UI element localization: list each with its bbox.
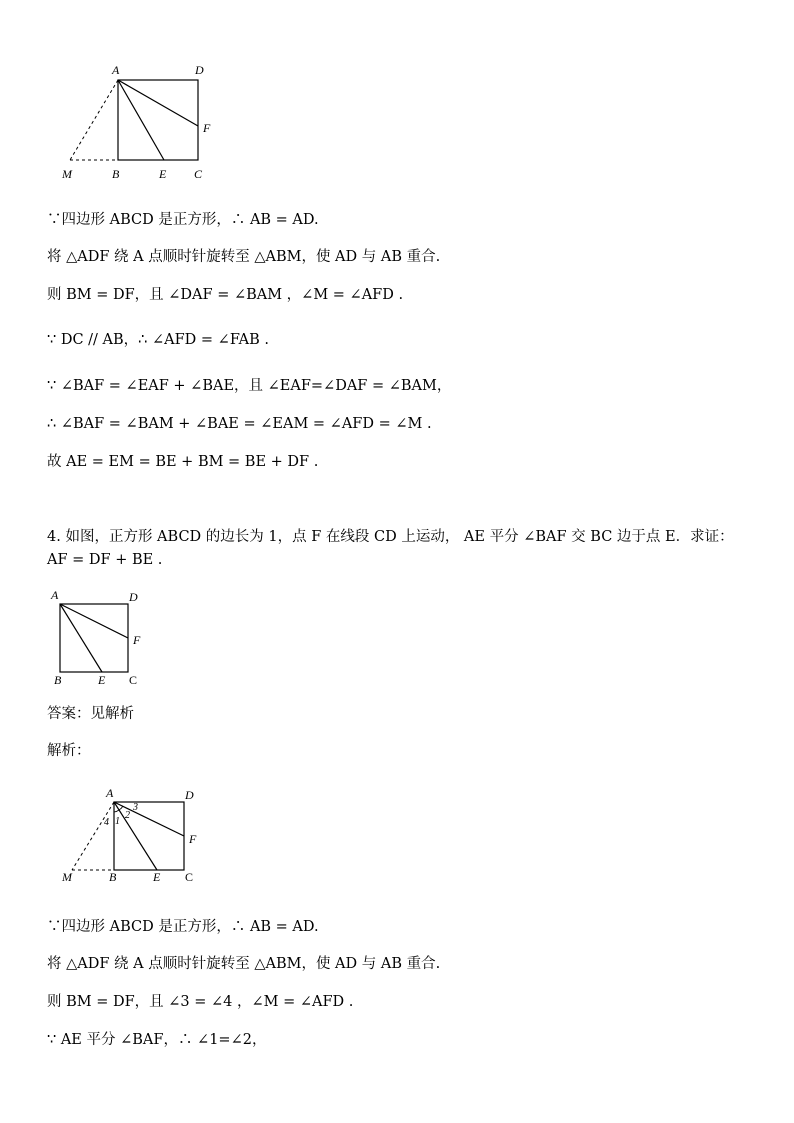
label-d-3: D (185, 788, 194, 802)
problem4-claim: AF = DF + BE . (47, 552, 163, 568)
label-f-3: F (189, 832, 197, 846)
label-b-2: B (54, 673, 62, 687)
label-f: F (203, 121, 211, 135)
proof1-line-6: ∴ ∠BAF = ∠BAM + ∠BAE = ∠EAM = ∠AFD = ∠M . (47, 416, 432, 432)
angle-label-4: 4 (104, 817, 109, 828)
proof2-line-3: 则 BM = DF，且 ∠3 = ∠4 ，∠M = ∠AFD . (47, 994, 354, 1010)
label-b: B (112, 167, 120, 181)
angle-arc-1 (114, 810, 119, 812)
proof2-line-2: 将 △ADF 绕 A 点顺时针旋转至 △ABM，使 AD 与 AB 重合. (47, 956, 441, 972)
problem4-statement: 4. 如图，正方形 ABCD 的边长为 1，点 F 在线段 CD 上运动， AE 平分 ∠BAF 交 BC 边于点 E．求证： (47, 529, 734, 545)
label-e: E (159, 167, 167, 181)
label-b-3: B (109, 870, 117, 884)
label-m: M (62, 167, 72, 181)
proof2-line-4: ∵ AE 平分 ∠BAF，∴ ∠1=∠2， (47, 1032, 267, 1048)
label-c: C (194, 167, 203, 181)
angle-label-2: 2 (125, 810, 130, 821)
proof2-line-1: ∵四边形 ABCD 是正方形，∴ AB = AD. (47, 919, 319, 935)
proof1-line-4: ∵ DC // AB，∴ ∠AFD = ∠FAB . (47, 332, 269, 348)
proof1-line-5: ∵ ∠BAF = ∠EAF + ∠BAE，且 ∠EAF=∠DAF = ∠BAM， (47, 378, 452, 394)
label-e-3: E (153, 870, 161, 884)
label-a-3: A (106, 786, 114, 800)
label-m-3: M (62, 870, 72, 884)
label-c-2: C (129, 673, 138, 687)
label-a: A (112, 63, 120, 77)
proof1-line-7: 故 AE = EM = BE + BM = BE + DF . (47, 454, 319, 470)
label-d: D (195, 63, 204, 77)
label-e-2: E (98, 673, 106, 687)
label-c-3: C (185, 870, 194, 884)
angle-label-3: 3 (133, 802, 138, 813)
label-f-2: F (133, 633, 141, 647)
proof1-line-2: 将 △ADF 绕 A 点顺时针旋转至 △ABM，使 AD 与 AB 重合. (47, 249, 441, 265)
analysis-heading: 解析： (47, 743, 91, 759)
label-d-2: D (129, 590, 138, 604)
label-a-2: A (51, 588, 59, 602)
angle-label-1: 1 (115, 816, 120, 827)
proof1-line-1: ∵四边形 ABCD 是正方形，∴ AB = AD. (47, 212, 319, 228)
answer-line: 答案：见解析 (47, 706, 134, 722)
angle-arc-2 (119, 806, 123, 810)
segment-am-dashed-3 (72, 802, 114, 870)
proof1-line-3: 则 BM = DF，且 ∠DAF = ∠BAM ，∠M = ∠AFD . (47, 287, 404, 303)
